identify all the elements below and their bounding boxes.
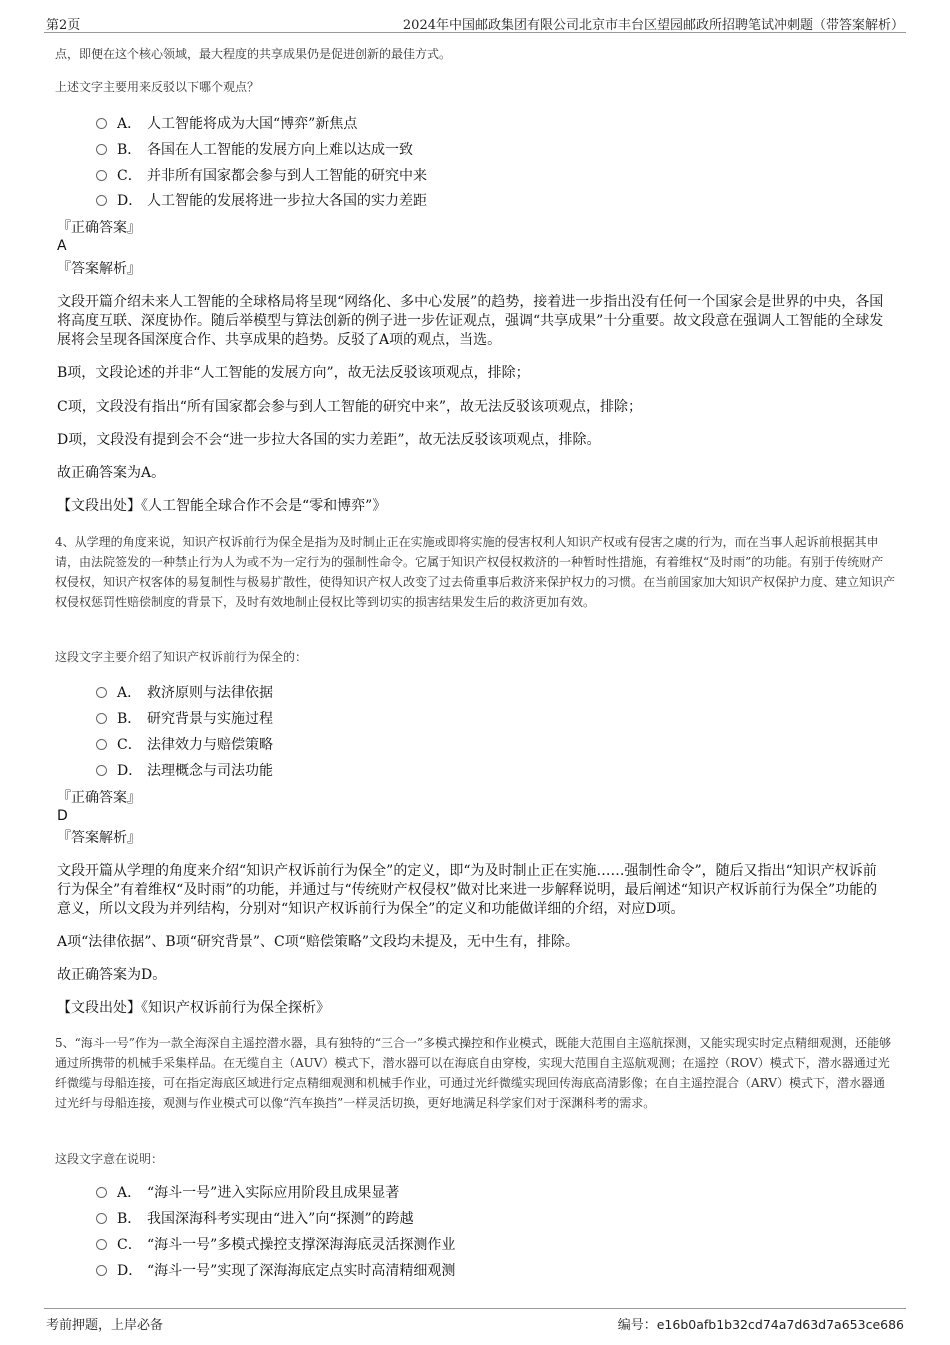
question-stem: 这段文字意在说明： [55, 1152, 164, 1166]
answer-label: 『正确答案』 [57, 220, 141, 236]
question-passage: 4、从学理的角度来说，知识产权诉前行为保全是指为及时制止正在实施或即将实施的侵害权利人知识产权或有侵害之虞的行为，而在当事人起诉前根据其申请，由法院签发的一种禁止行为人为或不为一定行为的强制性命令。它属于知识产权侵权救济的一种暂时性措施，有着维权“及时雨”的功能。有别于传统财产权侵权，知识产权客体的易复制性与极易扩散性，使得知识产权人改变了过去倚重事后救济来保护权力的习惯。在当前国家加大知识产权保护力度、建立知识产权侵权惩罚性赔偿制度的背景下，及时有效地制止侵权比等到切实的损害结果发生后的救济更加有效。 [55, 535, 896, 609]
passage-end: 点，即便在这个核心领域，最大程度的共享成果仍是促进创新的最佳方式。 [55, 47, 452, 61]
footer-slogan: 考前押题，上岸必备 [46, 1318, 164, 1333]
radio-icon[interactable] [96, 687, 107, 698]
option-d[interactable]: D． 法理概念与司法功能 [96, 761, 273, 781]
option-c[interactable]: C． “海斗一号”多模式操控支撑深海海底灵活探测作业 [96, 1235, 455, 1255]
option-d[interactable]: D． 人工智能的发展将进一步拉大各国的实力差距 [96, 191, 427, 211]
page-header [44, 12, 906, 33]
source-citation: 【文段出处】《人工智能全球合作不会是“零和博弈”》 [57, 498, 387, 514]
analysis-paragraph: 故正确答案为A。 [57, 465, 166, 481]
analysis-paragraph: C项，文段没有指出“所有国家都会参与到人工智能的研究中来”，故无法反驳该项观点，排除； [57, 399, 643, 415]
question-stem: 上述文字主要用来反驳以下哪个观点？ [55, 80, 260, 94]
radio-icon[interactable] [96, 765, 107, 776]
analysis-paragraph: 文段开篇介绍未来人工智能的全球格局将呈现“网络化、多中心发展”的趋势，接着进一步指出没有任何一个国家会是世界的中央，各国将高度互联、深度协作。随后举模型与算法创新的例子进一步佐证观点，强调“共享成果”十分重要。故文段意在强调人工智能的全球发展将会呈现各国深度合作、共享成果的趋势。反驳了A项的观点，当选。 [57, 294, 884, 348]
option-d[interactable]: D． “海斗一号”实现了深海海底定点实时高清精细观测 [96, 1261, 455, 1281]
radio-icon[interactable] [96, 1265, 107, 1276]
page-number: 第2页 [46, 18, 81, 33]
question-passage: 5、“海斗一号”作为一款全海深自主遥控潜水器，具有独特的“三合一”多模式操控和作业模式，既能大范围自主巡航探测，又能实现实时定点精细观测，还能够通过所携带的机械手采集样品。在无缆自主（AUV）模式下，潜水器可以在海底自由穿梭，实现大范围自主巡航观测；在遥控（ROV）模式下，潜水器通过光纤微缆与母船连接，可在指定海底区域进行定点精细观测和机械手作业，可通过光纤微缆实现回传海底高清影像；在自主遥控混合（ARV）模式下，潜水器通过光纤与母船连接，观测与作业模式可以像“汽车换挡”一样灵活切换，更好地满足科学家们对于深渊科考的需求。 [55, 1036, 892, 1110]
analysis-label: 『答案解析』 [57, 830, 141, 846]
radio-icon[interactable] [96, 739, 107, 750]
option-a[interactable]: A． 人工智能将成为大国“博弈”新焦点 [96, 114, 357, 134]
radio-icon[interactable] [96, 144, 107, 155]
radio-icon[interactable] [96, 170, 107, 181]
answer-value: A [57, 238, 67, 254]
page-footer [44, 1308, 906, 1331]
document-title: 2024年中国邮政集团有限公司北京市丰台区望园邮政所招聘笔试冲刺题（带答案解析） [402, 18, 904, 33]
radio-icon[interactable] [96, 195, 107, 206]
radio-icon[interactable] [96, 1187, 107, 1198]
analysis-paragraph: B项，文段论述的并非“人工智能的发展方向”，故无法反驳该项观点，排除； [57, 365, 530, 381]
answer-value: D [57, 808, 68, 824]
analysis-paragraph: 故正确答案为D。 [57, 967, 167, 983]
analysis-paragraph: A项“法律依据”、B项“研究背景”、C项“赔偿策略”文段均未提及，无中生有，排除。 [57, 934, 580, 950]
document-code-label: 编号： [617, 1318, 657, 1333]
option-b[interactable]: B． 各国在人工智能的发展方向上难以达成一致 [96, 140, 413, 160]
document-code-value: e16b0afb1b32cd74a7d63d7a653ce686 [656, 1317, 904, 1332]
analysis-paragraph: D项，文段没有提到会不会“进一步拉大各国的实力差距”，故无法反驳该项观点，排除。 [57, 432, 601, 448]
radio-icon[interactable] [96, 713, 107, 724]
document-code [618, 1314, 904, 1333]
option-b[interactable]: B． 研究背景与实施过程 [96, 709, 273, 729]
option-a[interactable]: A． 救济原则与法律依据 [96, 683, 273, 703]
source-citation: 【文段出处】《知识产权诉前行为保全探析》 [57, 1000, 330, 1016]
analysis-label: 『答案解析』 [57, 261, 141, 277]
radio-icon[interactable] [96, 118, 107, 129]
option-c[interactable]: C． 并非所有国家都会参与到人工智能的研究中来 [96, 166, 427, 186]
option-b[interactable]: B． 我国深海科考实现由“进入”向“探测”的跨越 [96, 1209, 414, 1229]
analysis-paragraph: 文段开篇从学理的角度来介绍“知识产权诉前行为保全”的定义，即“为及时制止正在实施……强制性命令”，随后又指出“知识产权诉前行为保全”有着维权“及时雨”的功能，并通过与“传统财产权侵权”做对比来进一步解释说明，最后阐述“知识产权诉前行为保全”功能的意义，所以文段为并列结构，分别对“知识产权诉前行为保全”的定义和功能做详细的介绍，对应D项。 [57, 863, 878, 917]
option-c[interactable]: C． 法律效力与赔偿策略 [96, 735, 273, 755]
radio-icon[interactable] [96, 1239, 107, 1250]
radio-icon[interactable] [96, 1213, 107, 1224]
answer-label: 『正确答案』 [57, 790, 141, 806]
question-stem: 这段文字主要介绍了知识产权诉前行为保全的： [55, 650, 308, 664]
option-a[interactable]: A． “海斗一号”进入实际应用阶段且成果显著 [96, 1183, 399, 1203]
